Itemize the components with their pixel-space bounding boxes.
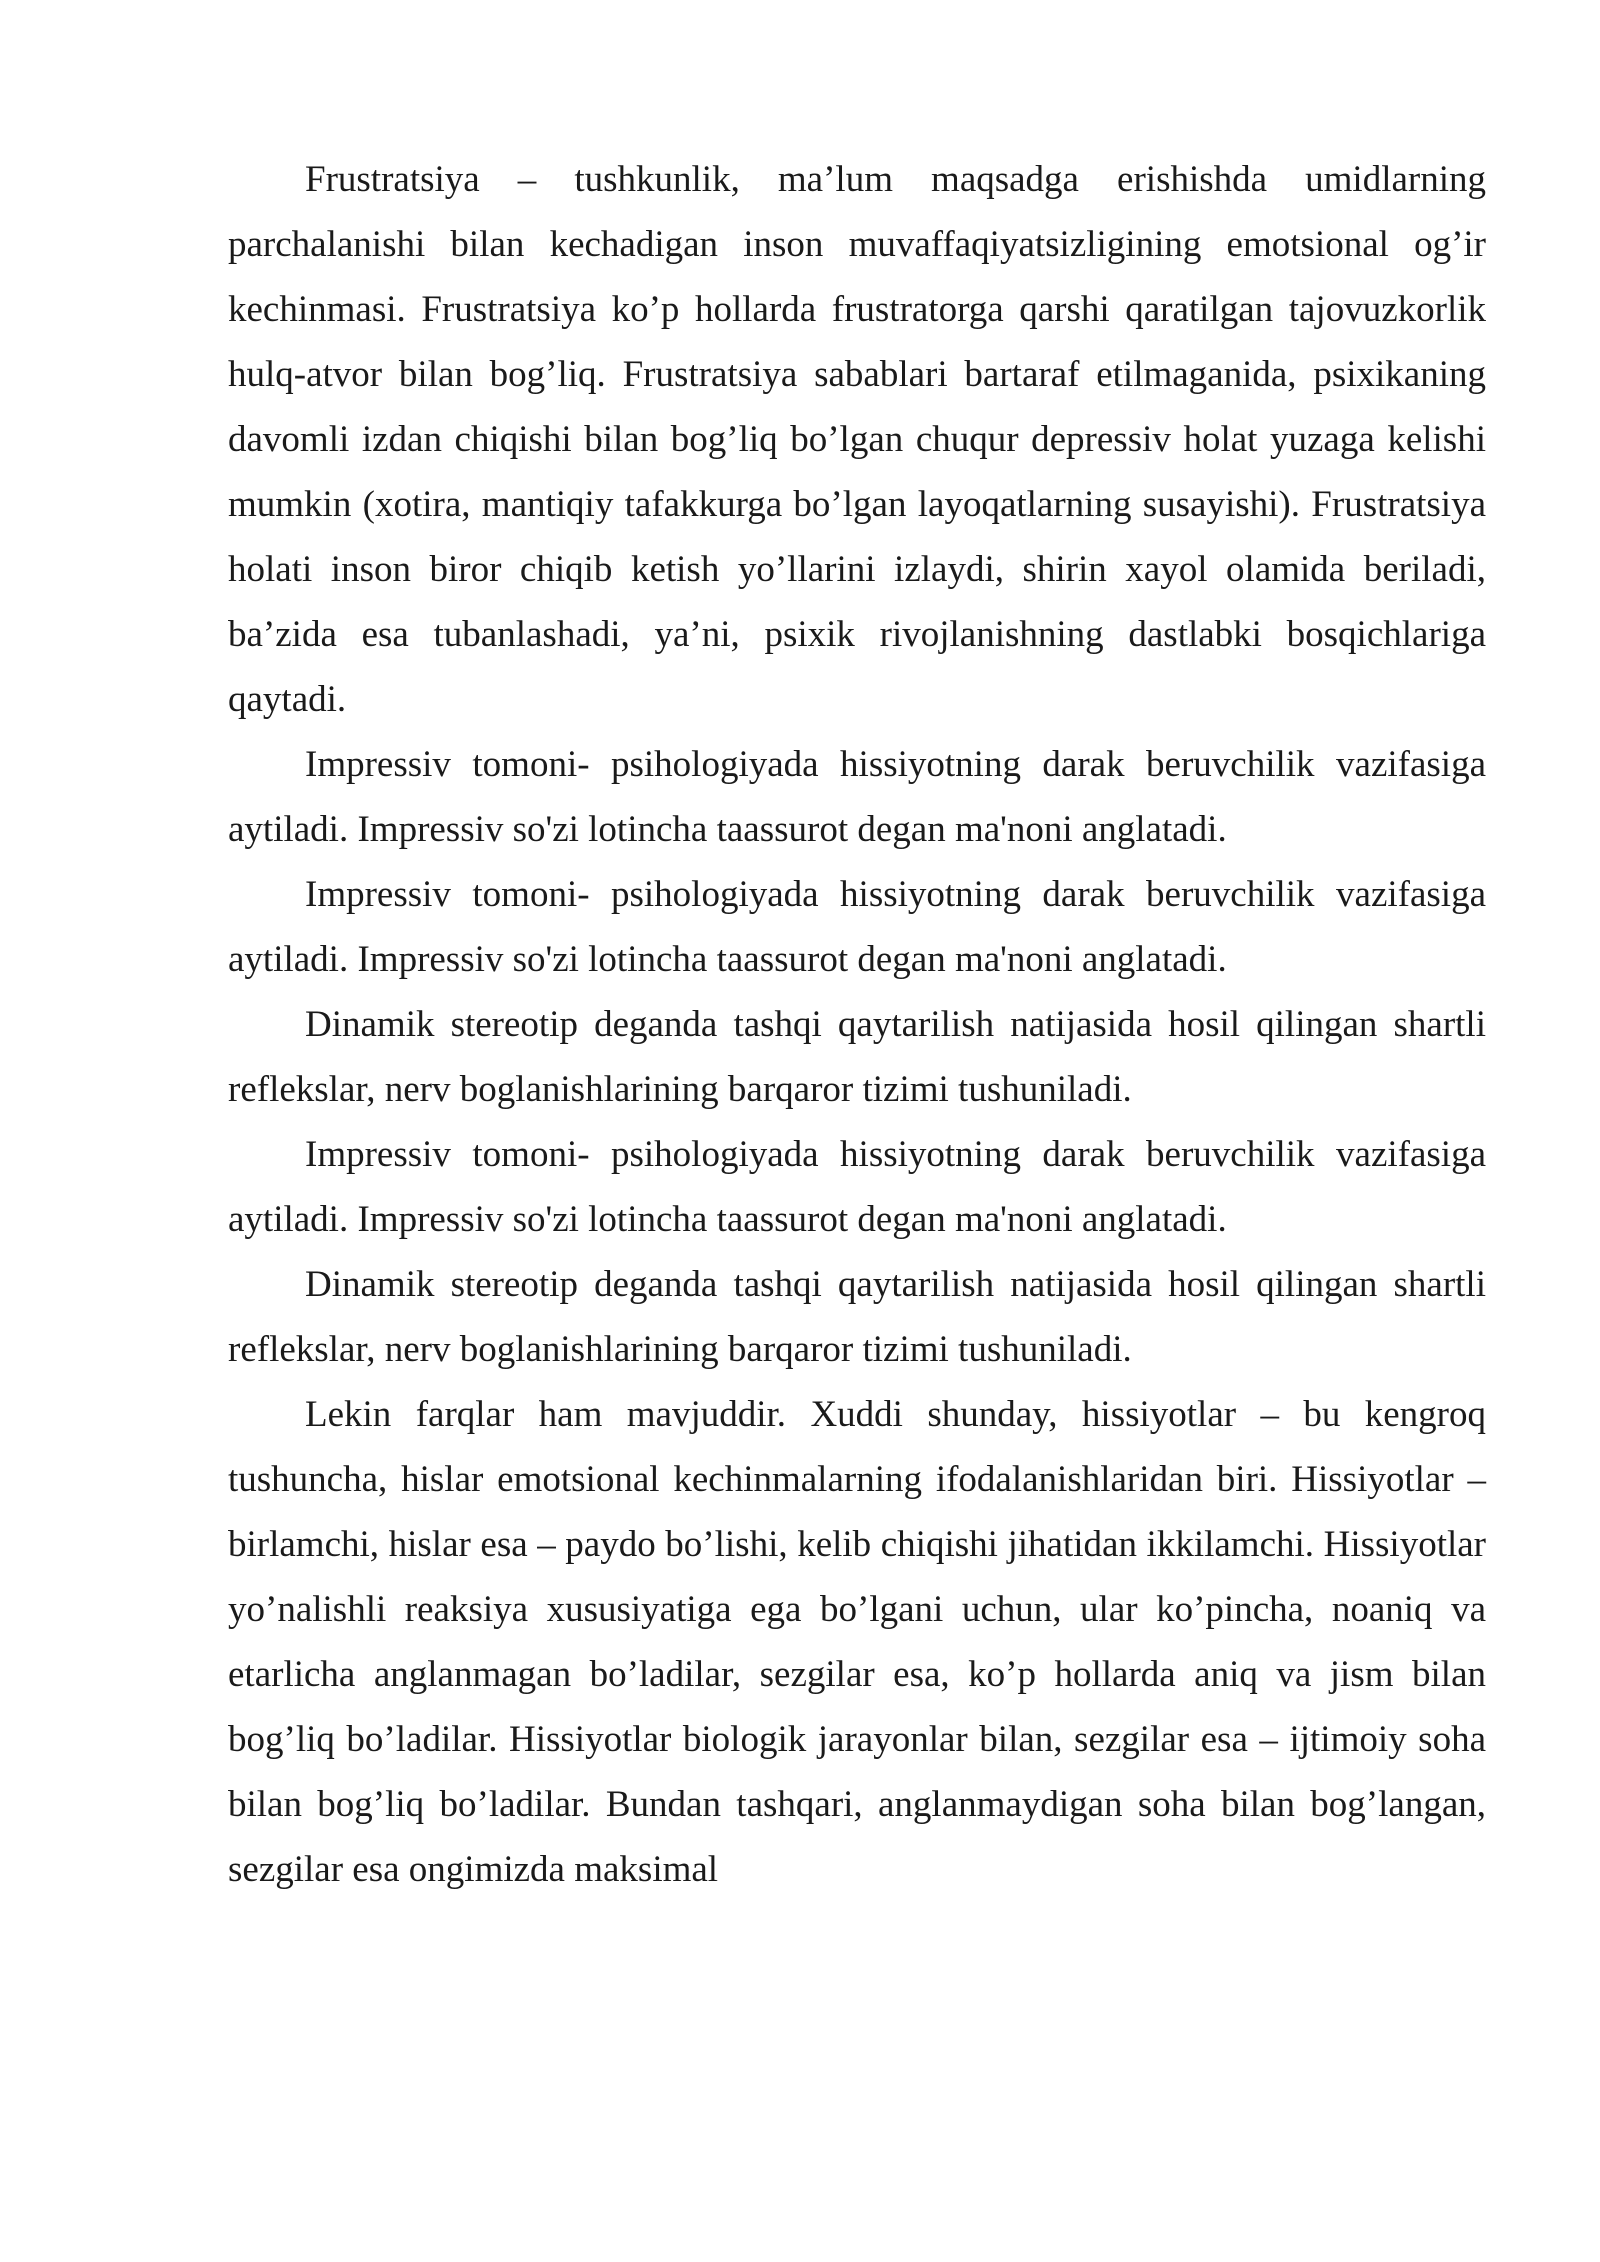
paragraph-frustratsiya: Frustratsiya – tushkunlik, ma’lum maqsadga erishishda umidlarning parchalanishi bilan kechadigan inson muvaffaqiyatsizligining emotsional og’ir kechinmasi. Frustratsiya ko’p hollarda frustratorga qarshi qaratilgan tajovuzkorlik hulq-atvor bilan bog’liq. Frustratsiya sabablari bartaraf etilmaganida, psixikaning davomli izdan chiqishi bilan bog’liq bo’lgan chuqur depressiv holat yuzaga kelishi mumkin (xotira, mantiqiy tafakkurga bo’lgan layoqatlarning susayishi). Frustratsiya holati inson biror chiqib ketish yo’llarini izlaydi, shirin xayol olamida beriladi, ba’zida esa tubanlashadi, ya’ni, psixik rivojlanishning dastlabki bosqichlariga qaytadi. [228, 159, 1486, 720]
paragraph-dinamik-2: Dinamik stereotip deganda tashqi qaytarilish natijasida hosil qilingan shartli reflekslar, nerv boglanishlarining barqaror tizimi tushuniladi. [228, 1264, 1486, 1370]
paragraph-dinamik-1: Dinamik stereotip deganda tashqi qaytarilish natijasida hosil qilingan shartli reflekslar, nerv boglanishlarining barqaror tizimi tushuniladi. [228, 1004, 1486, 1110]
document-body [228, 147, 1486, 1902]
paragraph-impressiv-3: Impressiv tomoni- psihologiyada hissiyotning darak beruvchilik vazifasiga aytiladi. Impressiv so'zi lotincha taassurot degan ma'noni anglatadi. [228, 1134, 1486, 1240]
paragraph-impressiv-1: Impressiv tomoni- psihologiyada hissiyotning darak beruvchilik vazifasiga aytiladi. Impressiv so'zi lotincha taassurot degan ma'noni anglatadi. [228, 744, 1486, 850]
paragraph-impressiv-2: Impressiv tomoni- psihologiyada hissiyotning darak beruvchilik vazifasiga aytiladi. Impressiv so'zi lotincha taassurot degan ma'noni anglatadi. [228, 874, 1486, 980]
paragraph-lekin-farqlar: Lekin farqlar ham mavjuddir. Xuddi shunday, hissiyotlar – bu kengroq tushuncha, hislar emotsional kechinmalarning ifodalanishlaridan biri. Hissiyotlar – birlamchi, hislar esa – paydo bo’lishi, kelib chiqishi jihatidan ikkilamchi. Hissiyotlar yo’nalishli reaksiya xususiyatiga ega bo’lgani uchun, ular ko’pincha, noaniq va etarlicha anglanmagan bo’ladilar, sezgilar esa, ko’p hollarda aniq va jism bilan bog’liq bo’ladilar. Hissiyotlar biologik jarayonlar bilan, sezgilar esa – ijtimoiy soha bilan bog’liq bo’ladilar. Bundan tashqari, anglanmaydigan soha bilan bog’langan, sezgilar esa ongimizda maksimal [228, 1394, 1486, 1890]
